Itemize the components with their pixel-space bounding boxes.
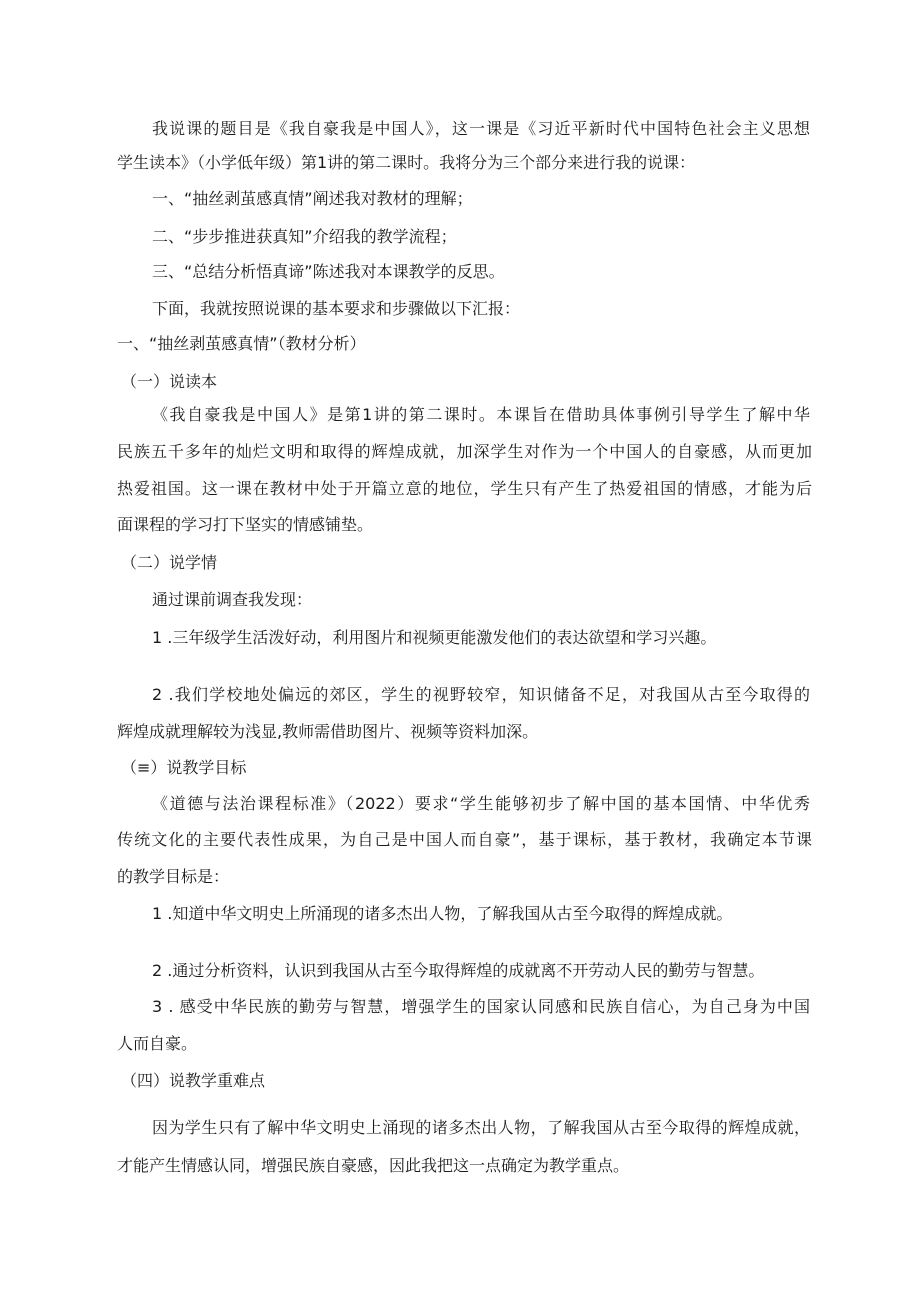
outline-item-1: 一、“抽丝剥茧感真情”阐述我对教材的理解； — [152, 189, 473, 208]
sub2-intro: 通过课前调查我发现： — [152, 590, 313, 609]
subsection-3-heading: （≡）说教学目标 — [121, 758, 247, 777]
outline-item-3: 三、“总结分析悟真谛”陈述我对本课教学的反思。 — [152, 262, 505, 281]
subsection-1-heading: （一）说读本 — [121, 372, 218, 391]
sub3-goal-3-line-2: 人而自豪。 — [117, 1034, 198, 1053]
subsection-4-heading: （四）说教学重难点 — [121, 1071, 266, 1090]
sub3-paragraph-line-2: 传统文化的主要代表性成果，为自己是中国人而自豪”，基于课标，基于教材，我确定本节课 — [117, 830, 812, 849]
sub4-paragraph-line-1: 因为学生只有了解中华文明史上涌现的诸多杰出人物，了解我国从古至今取得的辉煌成就， — [152, 1118, 810, 1137]
sub3-paragraph-line-1: 《道德与法治课程标准》（2022）要求“学生能够初步了解中国的基本国情、中华优秀 — [152, 794, 810, 813]
transition-text: 下面，我就按照说课的基本要求和步骤做以下汇报： — [152, 299, 521, 318]
sub3-paragraph-line-3: 的教学目标是： — [117, 867, 230, 886]
sub3-goal-1: 1 .知道中华文明史上所涌现的诸多杰出人物，了解我国从古至今取得的辉煌成就。 — [152, 904, 733, 923]
sub2-item-1: 1 .三年级学生活泼好动，利用图片和视频更能激发他们的表达欲望和学习兴趣。 — [152, 628, 717, 647]
sub1-paragraph-line-2: 民族五千多年的灿烂文明和取得的辉煌成就，加深学生对作为一个中国人的自豪感，从而更加 — [117, 442, 812, 461]
sub1-paragraph-line-3: 热爱祖国。这一课在教材中处于开篇立意的地位，学生只有产生了热爱祖国的情感，才能为后 — [117, 479, 812, 498]
sub4-paragraph-line-2: 才能产生情感认同，增强民族自豪感，因此我把这一点确定为教学重点。 — [117, 1156, 630, 1175]
section-1-heading: 一、“抽丝剥茧感真情”（教材分析） — [117, 334, 366, 353]
sub2-item-2-line-2: 辉煌成就理解较为浅显,教师需借助图片、视频等资料加深。 — [117, 722, 539, 741]
sub1-paragraph-line-4: 面课程的学习打下坚实的情感铺垫。 — [117, 515, 374, 534]
sub3-goal-2: 2 .通过分析资料，认识到我国从古至今取得辉煌的成就离不开劳动人民的勤劳与智慧。 — [152, 961, 765, 980]
outline-item-2: 二、“步步推进获真知”介绍我的教学流程； — [152, 227, 457, 246]
sub1-paragraph-line-1: 《我自豪我是中国人》是第1讲的第二课时。本课旨在借助具体事例引导学生了解中华 — [152, 405, 810, 424]
intro-line-2: 学生读本》（小学低年级）第1讲的第二课时。我将分为三个部分来进行我的说课： — [117, 153, 696, 172]
sub2-item-2-line-1: 2 .我们学校地处偏远的郊区，学生的视野较窄，知识储备不足，对我国从古至今取得的 — [152, 685, 810, 704]
intro-line-1: 我说课的题目是《我自豪我是中国人》，这一课是《习近平新时代中国特色社会主义思想 — [152, 119, 810, 138]
sub3-goal-3-line-1: 3 . 感受中华民族的勤劳与智慧，增强学生的国家认同感和民族自信心，为自己身为中国 — [152, 997, 810, 1016]
subsection-2-heading: （二）说学情 — [121, 553, 218, 572]
